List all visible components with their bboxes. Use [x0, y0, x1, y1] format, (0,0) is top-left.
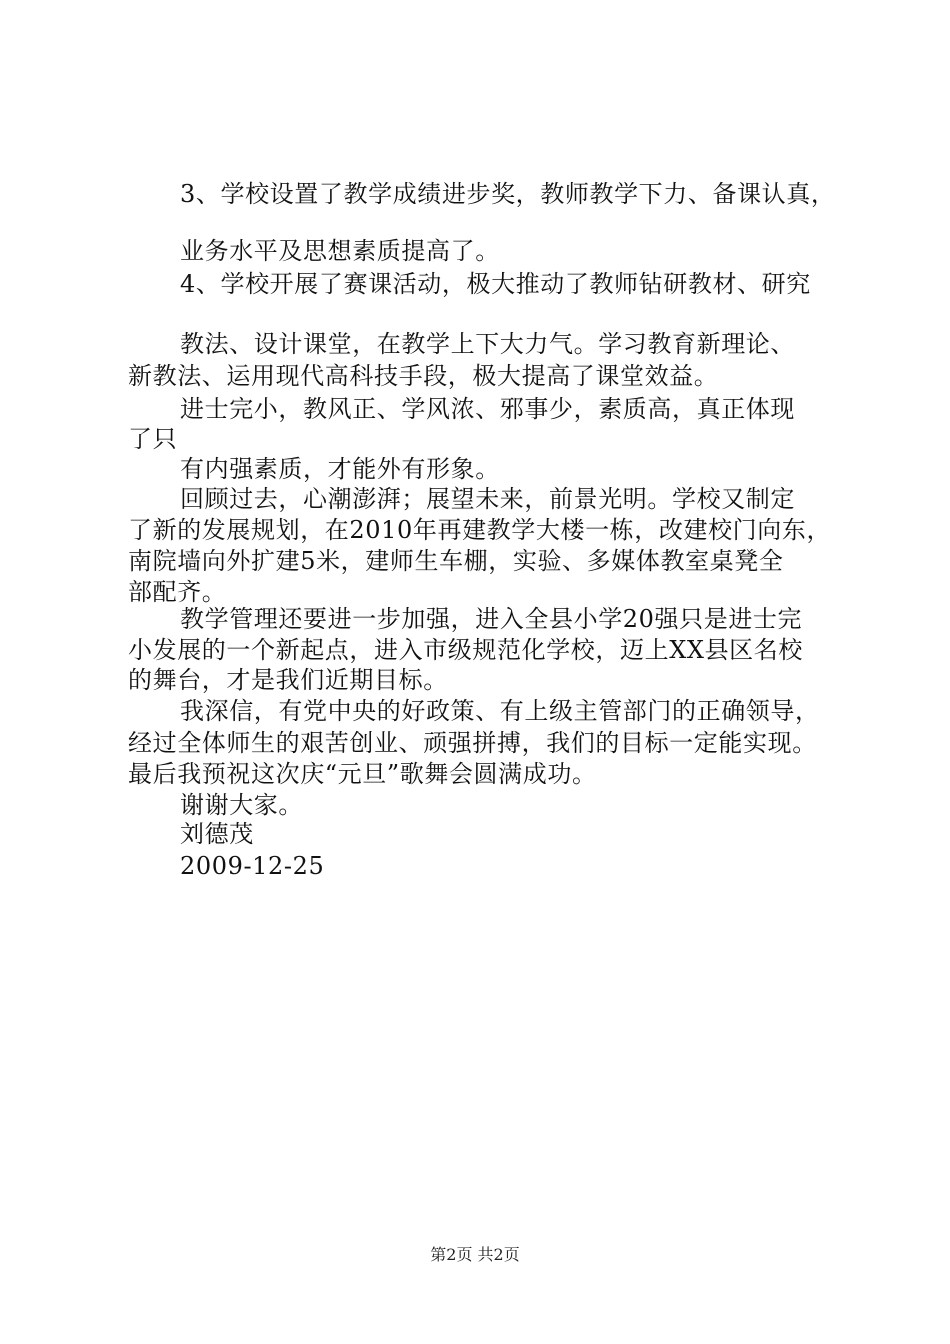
paragraph-line: 教法、设计课堂，在教学上下大力气。学习教育新理论、 [180, 330, 795, 358]
paragraph-line: 业务水平及思想素质提高了。 [180, 237, 500, 265]
paragraph-line: 3、学校设置了教学成绩进步奖，教师教学下力、备课认真， [180, 180, 836, 208]
paragraph-line: 经过全体师生的艰苦创业、顽强拼搏，我们的目标一定能实现。 [128, 729, 817, 757]
paragraph-line: 小发展的一个新起点，进入市级规范化学校，迈上XX县区名校 [128, 636, 803, 664]
author-name: 刘德茂 [180, 820, 254, 848]
paragraph-line: 进士完小，教风正、学风浓、邪事少，素质高，真正体现 [180, 395, 795, 423]
paragraph-line: 南院墙向外扩建5米，建师生车棚，实验、多媒体教室桌凳全 [128, 547, 784, 575]
page-footer: 第2页 共2页 [430, 1245, 520, 1264]
paragraph-line: 回顾过去，心潮澎湃；展望未来，前景光明。学校又制定 [180, 485, 795, 513]
document-date: 2009-12-25 [180, 852, 325, 880]
paragraph-line: 新教法、运用现代高科技手段，极大提高了课堂效益。 [128, 362, 719, 390]
paragraph-line: 了新的发展规划，在2010年再建教学大楼一栋，改建校门向东， [128, 516, 832, 544]
closing-thanks: 谢谢大家。 [180, 791, 303, 819]
paragraph-line: 我深信，有党中央的好政策、有上级主管部门的正确领导， [180, 697, 820, 725]
paragraph-line: 教学管理还要进一步加强，进入全县小学20强只是进士完 [180, 605, 803, 633]
paragraph-line: 有内强素质，才能外有形象。 [180, 455, 500, 483]
paragraph-line: 4、学校开展了赛课活动，极大推动了教师钻研教材、研究 [180, 270, 811, 298]
paragraph-line: 部配齐。 [128, 578, 227, 606]
paragraph-line: 了只 [128, 425, 178, 453]
paragraph-line: 的舞台，才是我们近期目标。 [128, 666, 448, 694]
paragraph-line: 最后我预祝这次庆“元旦”歌舞会圆满成功。 [128, 760, 597, 788]
